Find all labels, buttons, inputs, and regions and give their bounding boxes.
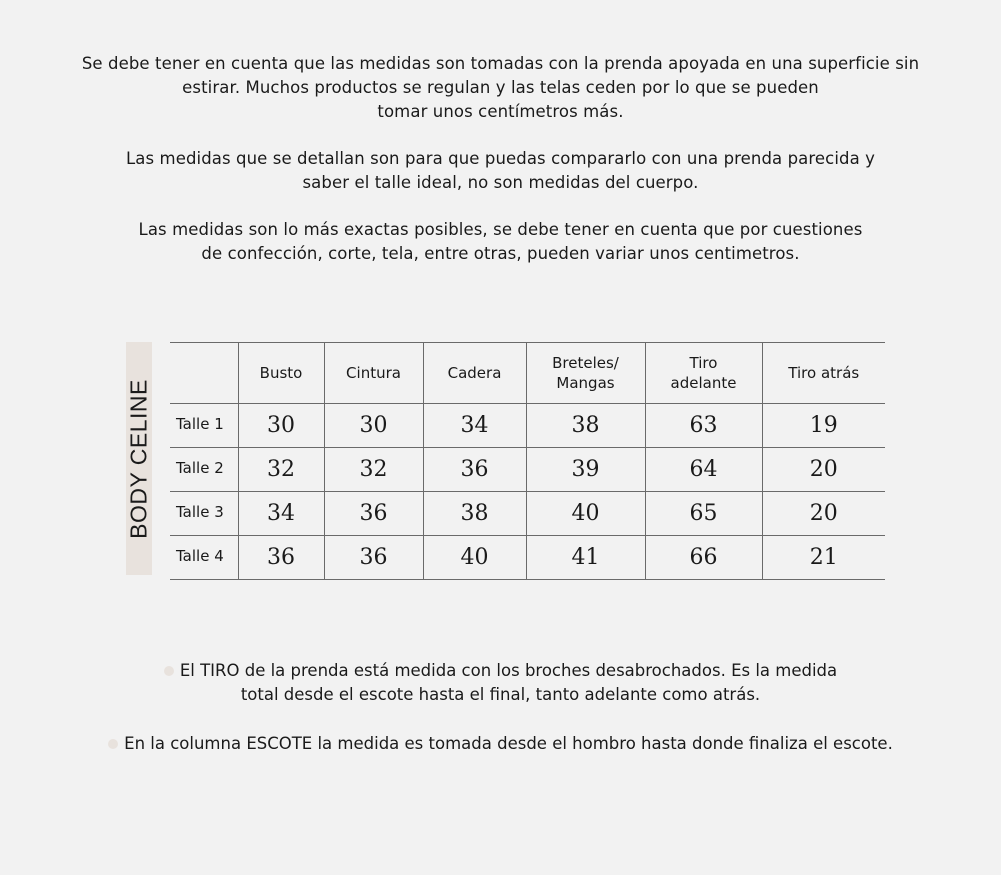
table-cell: 30 bbox=[238, 404, 324, 448]
table-cell: 20 bbox=[762, 492, 885, 536]
intro-paragraph-3 bbox=[20, 218, 981, 266]
table-cell: 19 bbox=[762, 404, 885, 448]
row-label: Talle 4 bbox=[176, 547, 224, 565]
table-cell: 38 bbox=[526, 404, 645, 448]
table-cell: 65 bbox=[645, 492, 762, 536]
row-label: Talle 3 bbox=[176, 503, 224, 521]
note-line: El TIRO de la prenda está medida con los broches desabrochados. Es la medida bbox=[0, 659, 1001, 683]
column-header-tiro-atras: Tiro atrás bbox=[762, 343, 885, 404]
table-cell: 38 bbox=[423, 492, 526, 536]
column-header-busto: Busto bbox=[238, 343, 324, 404]
table-cell: 63 bbox=[645, 404, 762, 448]
product-name: BODY CELINE bbox=[125, 378, 152, 539]
column-header-cadera: Cadera bbox=[423, 343, 526, 404]
column-header-cintura: Cintura bbox=[324, 343, 423, 404]
table-cell: 36 bbox=[324, 492, 423, 536]
table-cell: 39 bbox=[526, 448, 645, 492]
size-table bbox=[170, 342, 885, 580]
bullet-dot-icon bbox=[108, 739, 118, 749]
table-cell: 36 bbox=[423, 448, 526, 492]
product-name-label bbox=[126, 342, 152, 575]
note-escote bbox=[0, 732, 1001, 756]
table-cell: 41 bbox=[526, 536, 645, 580]
intro-line: tomar unos centímetros más. bbox=[377, 102, 624, 121]
intro-line: Se debe tener en cuenta que las medidas son tomadas con la prenda apoyada en una superficie sin bbox=[81, 54, 920, 73]
intro-line: de confección, corte, tela, entre otras, pueden variar unos centimetros. bbox=[201, 244, 800, 263]
table-cell: 64 bbox=[645, 448, 762, 492]
table-header-row bbox=[170, 343, 885, 404]
intro-line: Las medidas que se detallan son para que puedas compararlo con una prenda parecida y bbox=[125, 149, 876, 168]
row-label: Talle 2 bbox=[176, 459, 224, 477]
intro-paragraph-1 bbox=[20, 52, 981, 124]
intro-line: estirar. Muchos productos se regulan y las telas ceden por lo que se pueden bbox=[182, 78, 819, 97]
column-header-tiro-adelante: Tiro adelante bbox=[645, 343, 762, 404]
bullet-dot-icon bbox=[164, 666, 174, 676]
table-cell: 36 bbox=[238, 536, 324, 580]
table-row bbox=[170, 448, 885, 492]
intro-text bbox=[20, 52, 981, 266]
intro-line: Las medidas son lo más exactas posibles, se debe tener en cuenta que por cuestiones bbox=[138, 220, 863, 239]
table-cell: 40 bbox=[423, 536, 526, 580]
table-cell: 32 bbox=[238, 448, 324, 492]
table-cell: 66 bbox=[645, 536, 762, 580]
table-cell: 32 bbox=[324, 448, 423, 492]
table-row bbox=[170, 536, 885, 580]
table-cell: 34 bbox=[238, 492, 324, 536]
table-cell: 34 bbox=[423, 404, 526, 448]
table-row bbox=[170, 492, 885, 536]
row-label: Talle 1 bbox=[176, 415, 224, 433]
note-line: En la columna ESCOTE la medida es tomada desde el hombro hasta donde finaliza el escote. bbox=[0, 732, 1001, 756]
table-cell: 30 bbox=[324, 404, 423, 448]
table-cell: 40 bbox=[526, 492, 645, 536]
table-row bbox=[170, 404, 885, 448]
table-cell: 20 bbox=[762, 448, 885, 492]
intro-paragraph-2 bbox=[20, 147, 981, 195]
column-header-breteles: Breteles/ Mangas bbox=[526, 343, 645, 404]
note-tiro bbox=[0, 659, 1001, 707]
table-cell: 21 bbox=[762, 536, 885, 580]
intro-line: saber el talle ideal, no son medidas del cuerpo. bbox=[302, 173, 699, 192]
header-empty-cell bbox=[170, 343, 238, 404]
note-line: total desde el escote hasta el final, tanto adelante como atrás. bbox=[240, 685, 761, 704]
table-cell: 36 bbox=[324, 536, 423, 580]
